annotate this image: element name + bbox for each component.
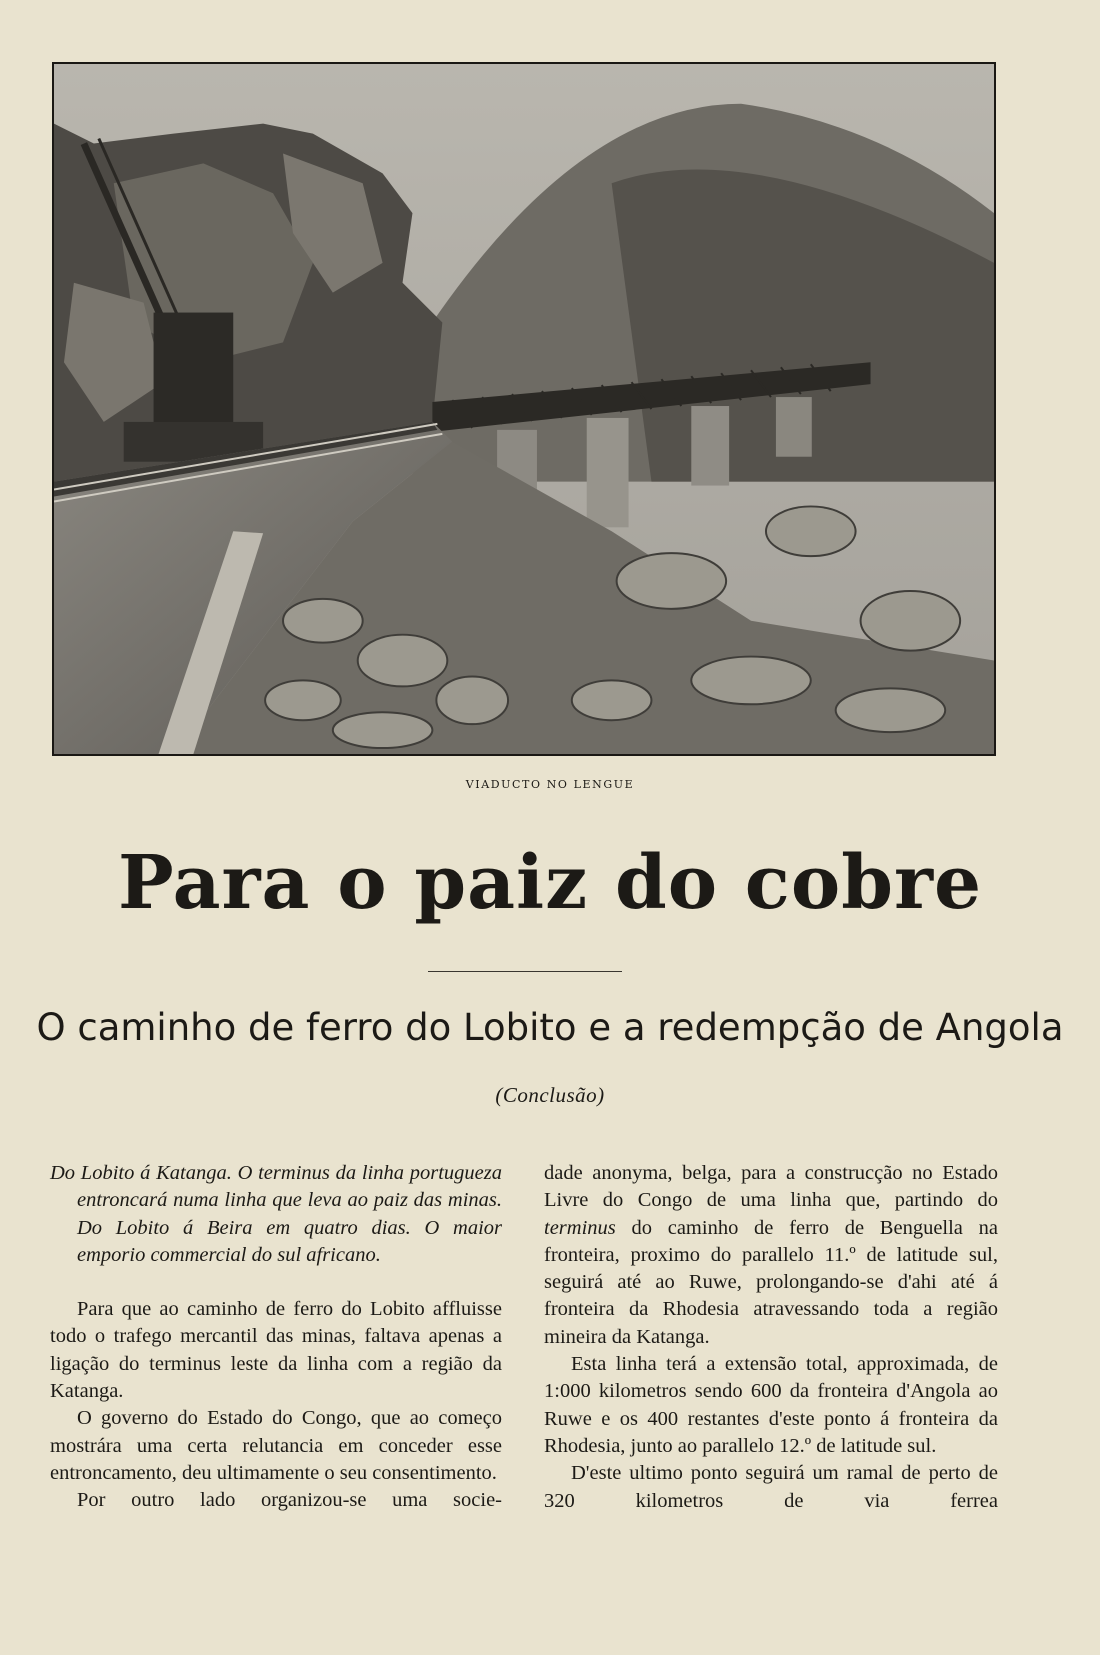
paragraph-4-end: do caminho de ferro de Benguella na fronteira, proximo do parallelo 11.º de latitude sul, seguirá até ao Ruwe, prolongando-se d'ahi até á fronteira da Rhodesia atravessando toda a região mineira da Katanga. (544, 1216, 998, 1348)
title-divider (428, 971, 622, 972)
viaduct-photo-illustration (54, 64, 994, 754)
paragraph-4-emphasis: terminus (544, 1216, 616, 1239)
paragraph-2: O governo do Estado do Congo, que ao começo mostrára uma certa relutancia em conceder esse entroncamento, deu ultimamente o seu consentimento. (50, 1407, 502, 1484)
paragraph-3: Por outro lado organizou-se uma socie- (77, 1489, 502, 1512)
left-column (50, 1160, 502, 1515)
article-subtitle: O caminho de ferro do Lobito e a redempção de Angola (36, 1006, 1064, 1049)
paragraph-4-start: dade anonyma, belga, para a construcção no Estado Livre do Congo de uma linha que, partindo do (544, 1162, 998, 1212)
paragraph-5: Esta linha terá a extensão total, approximada, de 1:000 kilometros sendo 600 da fronteira d'Angola ao Ruwe e os 400 restantes d'este ponto á fronteira da Rhodesia, junto ao parallelo 12.º de latitude sul. (544, 1353, 998, 1457)
photo-caption: VIADUCTO NO LENGUE (465, 778, 635, 791)
viaduct-photograph (52, 62, 996, 756)
paragraph-4 (544, 1160, 998, 1351)
article-note: (Conclusão) (495, 1083, 605, 1107)
paragraph-6: D'este ultimo ponto seguirá um ramal de perto de 320 kilometros de via ferrea (544, 1462, 998, 1512)
right-column (544, 1160, 998, 1515)
article-title: Para o paiz do cobre (117, 840, 983, 926)
article-summary: Do Lobito á Katanga. O terminus da linha portugueza entroncará numa linha que leva ao paiz das minas. Do Lobito á Beira em quatro dias. O maior emporio commercial do sul africano. (50, 1162, 502, 1266)
paragraph-1: Para que ao caminho de ferro do Lobito affluisse todo o trafego mercantil das minas, faltava apenas a ligação do terminus leste da linha com a região da Katanga. (50, 1298, 502, 1403)
